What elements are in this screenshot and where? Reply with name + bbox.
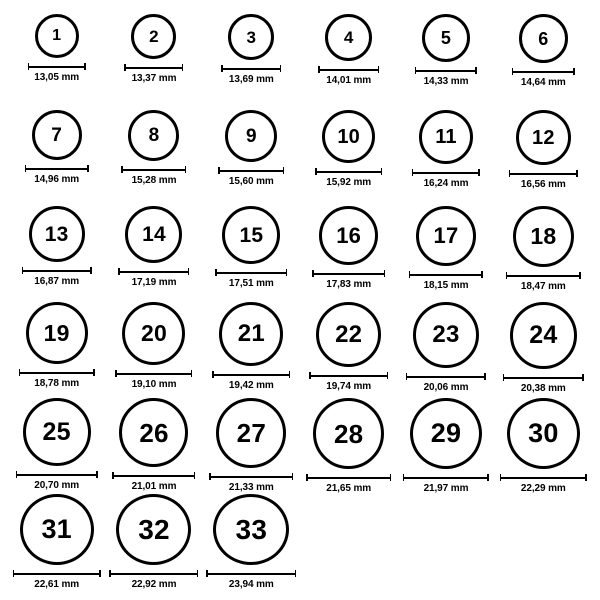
measure-line bbox=[112, 475, 195, 477]
diameter-label: 18,78 mm bbox=[34, 378, 80, 389]
diameter-measure bbox=[409, 271, 483, 291]
ring-size-item[interactable] bbox=[300, 302, 397, 398]
ring-circle bbox=[316, 302, 381, 367]
diameter-measure bbox=[500, 474, 587, 494]
diameter-label: 20,38 mm bbox=[520, 383, 566, 394]
measure-bar-icon bbox=[28, 63, 86, 70]
measure-bar-icon bbox=[318, 66, 379, 73]
ring-size-number: 6 bbox=[538, 28, 549, 49]
ring-size-item[interactable] bbox=[300, 14, 397, 110]
ring-circle bbox=[422, 14, 470, 62]
measure-line bbox=[121, 169, 186, 171]
ring-size-item[interactable] bbox=[8, 206, 105, 302]
ring-size-number: 24 bbox=[529, 321, 558, 349]
measure-bar-icon bbox=[506, 272, 581, 279]
measure-bar-icon bbox=[403, 474, 489, 481]
ring-size-number: 5 bbox=[440, 28, 452, 48]
measure-line bbox=[212, 374, 290, 376]
measure-bar-icon bbox=[215, 269, 287, 276]
diameter-measure bbox=[109, 570, 198, 590]
diameter-label: 19,42 mm bbox=[228, 380, 274, 391]
measure-line bbox=[25, 168, 89, 170]
measure-line bbox=[503, 377, 584, 379]
diameter-label: 19,10 mm bbox=[131, 379, 177, 390]
ring-circle bbox=[122, 302, 185, 365]
measure-bar-icon bbox=[118, 268, 189, 275]
measure-line bbox=[28, 66, 86, 68]
measure-line bbox=[512, 71, 575, 73]
diameter-measure bbox=[112, 472, 195, 492]
ring-size-item[interactable] bbox=[105, 398, 202, 494]
measure-bar-icon bbox=[509, 170, 578, 177]
diameter-measure bbox=[25, 165, 89, 185]
ring-circle bbox=[119, 398, 188, 467]
diameter-label: 22,29 mm bbox=[520, 483, 566, 494]
diameter-measure bbox=[403, 474, 489, 494]
ring-circle bbox=[23, 398, 91, 466]
measure-bar-icon bbox=[415, 67, 477, 74]
measure-bar-icon bbox=[16, 471, 98, 478]
diameter-measure bbox=[206, 570, 296, 590]
ring-size-item[interactable] bbox=[495, 398, 592, 494]
ring-size-item[interactable] bbox=[495, 110, 592, 206]
ring-size-number: 14 bbox=[142, 223, 166, 246]
ring-size-item[interactable] bbox=[203, 302, 300, 398]
ring-size-number: 8 bbox=[148, 125, 160, 146]
diameter-measure bbox=[28, 63, 86, 83]
ring-size-number: 1 bbox=[52, 27, 62, 44]
measure-bar-icon bbox=[221, 65, 281, 72]
ring-circle bbox=[20, 494, 94, 565]
ring-circle bbox=[322, 110, 375, 163]
diameter-measure bbox=[121, 166, 186, 186]
measure-line bbox=[306, 477, 391, 479]
ring-size-item[interactable] bbox=[300, 110, 397, 206]
ring-size-item[interactable] bbox=[8, 110, 105, 206]
ring-size-item[interactable] bbox=[300, 398, 397, 494]
ring-size-number: 22 bbox=[335, 320, 363, 348]
measure-line bbox=[409, 274, 483, 276]
ring-circle bbox=[313, 398, 384, 469]
diameter-measure bbox=[218, 167, 284, 187]
measure-line bbox=[22, 270, 92, 272]
measure-bar-icon bbox=[112, 472, 195, 479]
ring-circle bbox=[513, 206, 574, 267]
diameter-label: 21,33 mm bbox=[228, 482, 274, 493]
ring-size-item[interactable] bbox=[495, 206, 592, 302]
measure-line bbox=[412, 172, 480, 174]
ring-size-number: 29 bbox=[430, 418, 462, 448]
measure-line bbox=[309, 375, 388, 377]
ring-circle bbox=[216, 398, 286, 468]
ring-size-item[interactable] bbox=[8, 398, 105, 494]
ring-size-number: 15 bbox=[239, 223, 264, 247]
ring-circle bbox=[32, 110, 82, 160]
diameter-measure bbox=[512, 68, 575, 88]
ring-size-number: 4 bbox=[343, 28, 354, 47]
ring-size-number: 18 bbox=[530, 223, 557, 249]
ring-size-item[interactable] bbox=[105, 302, 202, 398]
diameter-label: 22,61 mm bbox=[34, 579, 80, 590]
measure-bar-icon bbox=[121, 166, 186, 173]
ring-circle bbox=[228, 14, 274, 60]
ring-size-item[interactable] bbox=[105, 14, 202, 110]
ring-circle bbox=[510, 302, 577, 369]
ring-circle bbox=[35, 14, 79, 58]
measure-line bbox=[115, 373, 192, 375]
measure-bar-icon bbox=[312, 270, 385, 277]
diameter-label: 13,05 mm bbox=[34, 72, 80, 83]
diameter-measure bbox=[315, 168, 382, 188]
diameter-label: 13,69 mm bbox=[228, 74, 274, 85]
diameter-label: 17,51 mm bbox=[228, 278, 274, 289]
ring-size-item[interactable] bbox=[397, 14, 494, 110]
ring-size-item[interactable] bbox=[203, 14, 300, 110]
ring-circle bbox=[410, 398, 482, 469]
measure-line bbox=[215, 272, 287, 274]
diameter-measure bbox=[124, 64, 183, 84]
measure-line bbox=[315, 171, 382, 173]
measure-line bbox=[318, 69, 379, 71]
ring-circle bbox=[131, 14, 176, 59]
ring-circle bbox=[416, 206, 476, 266]
ring-circle bbox=[125, 206, 182, 263]
measure-bar-icon bbox=[500, 474, 587, 481]
ring-size-item[interactable] bbox=[8, 14, 105, 110]
measure-line bbox=[109, 573, 198, 575]
measure-line bbox=[16, 474, 98, 476]
ring-size-number: 33 bbox=[235, 513, 268, 545]
measure-bar-icon bbox=[412, 169, 480, 176]
ring-size-item[interactable] bbox=[397, 398, 494, 494]
diameter-label: 18,47 mm bbox=[520, 281, 566, 292]
measure-bar-icon bbox=[115, 370, 192, 377]
measure-bar-icon bbox=[309, 372, 388, 379]
diameter-label: 15,60 mm bbox=[228, 176, 274, 187]
ring-size-item[interactable] bbox=[300, 206, 397, 302]
ring-size-number: 11 bbox=[435, 126, 457, 148]
measure-line bbox=[124, 67, 183, 69]
ring-size-item[interactable] bbox=[203, 494, 300, 590]
diameter-label: 16,56 mm bbox=[520, 179, 566, 190]
ring-circle bbox=[413, 302, 479, 368]
diameter-label: 19,74 mm bbox=[326, 381, 372, 392]
measure-bar-icon bbox=[206, 570, 296, 577]
diameter-label: 21,01 mm bbox=[131, 481, 177, 492]
diameter-label: 14,01 mm bbox=[326, 75, 372, 86]
measure-line bbox=[415, 70, 477, 72]
diameter-measure bbox=[503, 374, 584, 394]
ring-size-number: 20 bbox=[140, 320, 167, 346]
measure-line bbox=[206, 573, 296, 575]
ring-circle bbox=[213, 494, 289, 565]
ring-size-number: 17 bbox=[433, 223, 459, 248]
ring-circle bbox=[319, 206, 378, 265]
measure-line bbox=[500, 477, 587, 479]
measure-line bbox=[19, 372, 95, 374]
measure-line bbox=[209, 476, 293, 478]
diameter-measure bbox=[309, 372, 388, 392]
measure-bar-icon bbox=[503, 374, 584, 381]
measure-bar-icon bbox=[19, 369, 95, 376]
diameter-measure bbox=[221, 65, 281, 85]
ring-size-number: 23 bbox=[432, 321, 460, 348]
diameter-measure bbox=[13, 570, 101, 590]
diameter-measure bbox=[406, 373, 486, 393]
measure-line bbox=[509, 173, 578, 175]
ring-circle bbox=[519, 14, 568, 63]
ring-size-number: 28 bbox=[333, 418, 364, 449]
measure-bar-icon bbox=[218, 167, 284, 174]
ring-size-number: 13 bbox=[44, 222, 69, 246]
ring-circle bbox=[116, 494, 191, 565]
ring-size-item[interactable] bbox=[105, 206, 202, 302]
measure-bar-icon bbox=[109, 570, 198, 577]
measure-bar-icon bbox=[212, 371, 290, 378]
measure-bar-icon bbox=[409, 271, 483, 278]
ring-size-number: 7 bbox=[51, 124, 63, 146]
ring-size-number: 19 bbox=[43, 319, 70, 346]
ring-circle bbox=[507, 398, 580, 469]
diameter-measure bbox=[306, 474, 391, 494]
ring-size-item[interactable] bbox=[203, 110, 300, 206]
diameter-measure bbox=[209, 473, 293, 493]
diameter-label: 16,24 mm bbox=[423, 178, 469, 189]
ring-circle bbox=[516, 110, 571, 165]
ring-size-number: 3 bbox=[246, 27, 257, 47]
diameter-label: 17,19 mm bbox=[131, 277, 177, 288]
ring-size-number: 27 bbox=[236, 418, 266, 448]
diameter-measure bbox=[118, 268, 189, 288]
ring-circle bbox=[26, 302, 88, 364]
diameter-measure bbox=[506, 272, 581, 292]
diameter-measure bbox=[22, 267, 92, 287]
ring-circle bbox=[29, 206, 85, 262]
diameter-label: 18,15 mm bbox=[423, 280, 469, 291]
measure-bar-icon bbox=[124, 64, 183, 71]
ring-size-item[interactable] bbox=[203, 398, 300, 494]
ring-circle bbox=[128, 110, 179, 161]
ring-size-number: 2 bbox=[149, 27, 159, 46]
ring-size-number: 12 bbox=[532, 126, 555, 149]
ring-circle bbox=[419, 110, 473, 164]
ring-size-number: 9 bbox=[245, 125, 257, 147]
measure-bar-icon bbox=[13, 570, 101, 577]
measure-bar-icon bbox=[209, 473, 293, 480]
ring-size-number: 16 bbox=[336, 222, 362, 248]
diameter-label: 15,92 mm bbox=[326, 177, 372, 188]
diameter-measure bbox=[318, 66, 379, 86]
ring-size-item[interactable] bbox=[8, 494, 105, 590]
diameter-measure bbox=[509, 170, 578, 190]
diameter-measure bbox=[215, 269, 287, 289]
measure-bar-icon bbox=[306, 474, 391, 481]
diameter-label: 16,87 mm bbox=[34, 276, 80, 287]
diameter-label: 21,65 mm bbox=[326, 483, 372, 494]
measure-line bbox=[403, 477, 489, 479]
diameter-label: 13,37 mm bbox=[131, 73, 177, 84]
diameter-measure bbox=[16, 471, 98, 491]
ring-size-item[interactable] bbox=[8, 302, 105, 398]
ring-size-item[interactable] bbox=[495, 14, 592, 110]
ring-size-number: 21 bbox=[237, 320, 265, 347]
ring-circle bbox=[225, 110, 277, 162]
ring-size-number: 32 bbox=[138, 513, 170, 545]
diameter-measure bbox=[312, 270, 385, 290]
ring-size-item[interactable] bbox=[397, 110, 494, 206]
ring-circle bbox=[222, 206, 280, 264]
ring-size-number: 30 bbox=[528, 418, 559, 448]
measure-bar-icon bbox=[406, 373, 486, 380]
diameter-measure bbox=[415, 67, 477, 87]
ring-size-item[interactable] bbox=[397, 206, 494, 302]
diameter-measure bbox=[412, 169, 480, 189]
measure-bar-icon bbox=[315, 168, 382, 175]
ring-circle bbox=[219, 302, 283, 366]
ring-size-number: 31 bbox=[41, 514, 72, 544]
ring-size-number: 10 bbox=[337, 125, 360, 148]
diameter-label: 14,64 mm bbox=[520, 77, 566, 88]
diameter-label: 23,94 mm bbox=[228, 579, 274, 590]
diameter-label: 17,83 mm bbox=[326, 279, 372, 290]
measure-bar-icon bbox=[25, 165, 89, 172]
diameter-measure bbox=[115, 370, 192, 390]
measure-bar-icon bbox=[22, 267, 92, 274]
measure-bar-icon bbox=[512, 68, 575, 75]
ring-size-item[interactable] bbox=[105, 494, 202, 590]
ring-size-grid bbox=[8, 14, 592, 590]
ring-size-item[interactable] bbox=[397, 302, 494, 398]
diameter-measure bbox=[19, 369, 95, 389]
diameter-label: 14,33 mm bbox=[423, 76, 469, 87]
measure-line bbox=[118, 271, 189, 273]
diameter-label: 22,92 mm bbox=[131, 579, 177, 590]
measure-line bbox=[218, 170, 284, 172]
diameter-label: 21,97 mm bbox=[423, 483, 469, 494]
ring-size-number: 26 bbox=[139, 417, 169, 448]
ring-circle bbox=[325, 14, 372, 61]
diameter-label: 14,96 mm bbox=[34, 174, 80, 185]
diameter-label: 15,28 mm bbox=[131, 175, 177, 186]
ring-size-item[interactable] bbox=[105, 110, 202, 206]
measure-line bbox=[13, 573, 101, 575]
measure-line bbox=[312, 273, 385, 275]
ring-size-item[interactable] bbox=[495, 302, 592, 398]
measure-line bbox=[506, 275, 581, 277]
measure-line bbox=[406, 376, 486, 378]
measure-line bbox=[221, 68, 281, 70]
diameter-label: 20,06 mm bbox=[423, 382, 469, 393]
ring-size-number: 25 bbox=[42, 417, 71, 446]
diameter-measure bbox=[212, 371, 290, 391]
diameter-label: 20,70 mm bbox=[34, 480, 80, 491]
ring-size-item[interactable] bbox=[203, 206, 300, 302]
